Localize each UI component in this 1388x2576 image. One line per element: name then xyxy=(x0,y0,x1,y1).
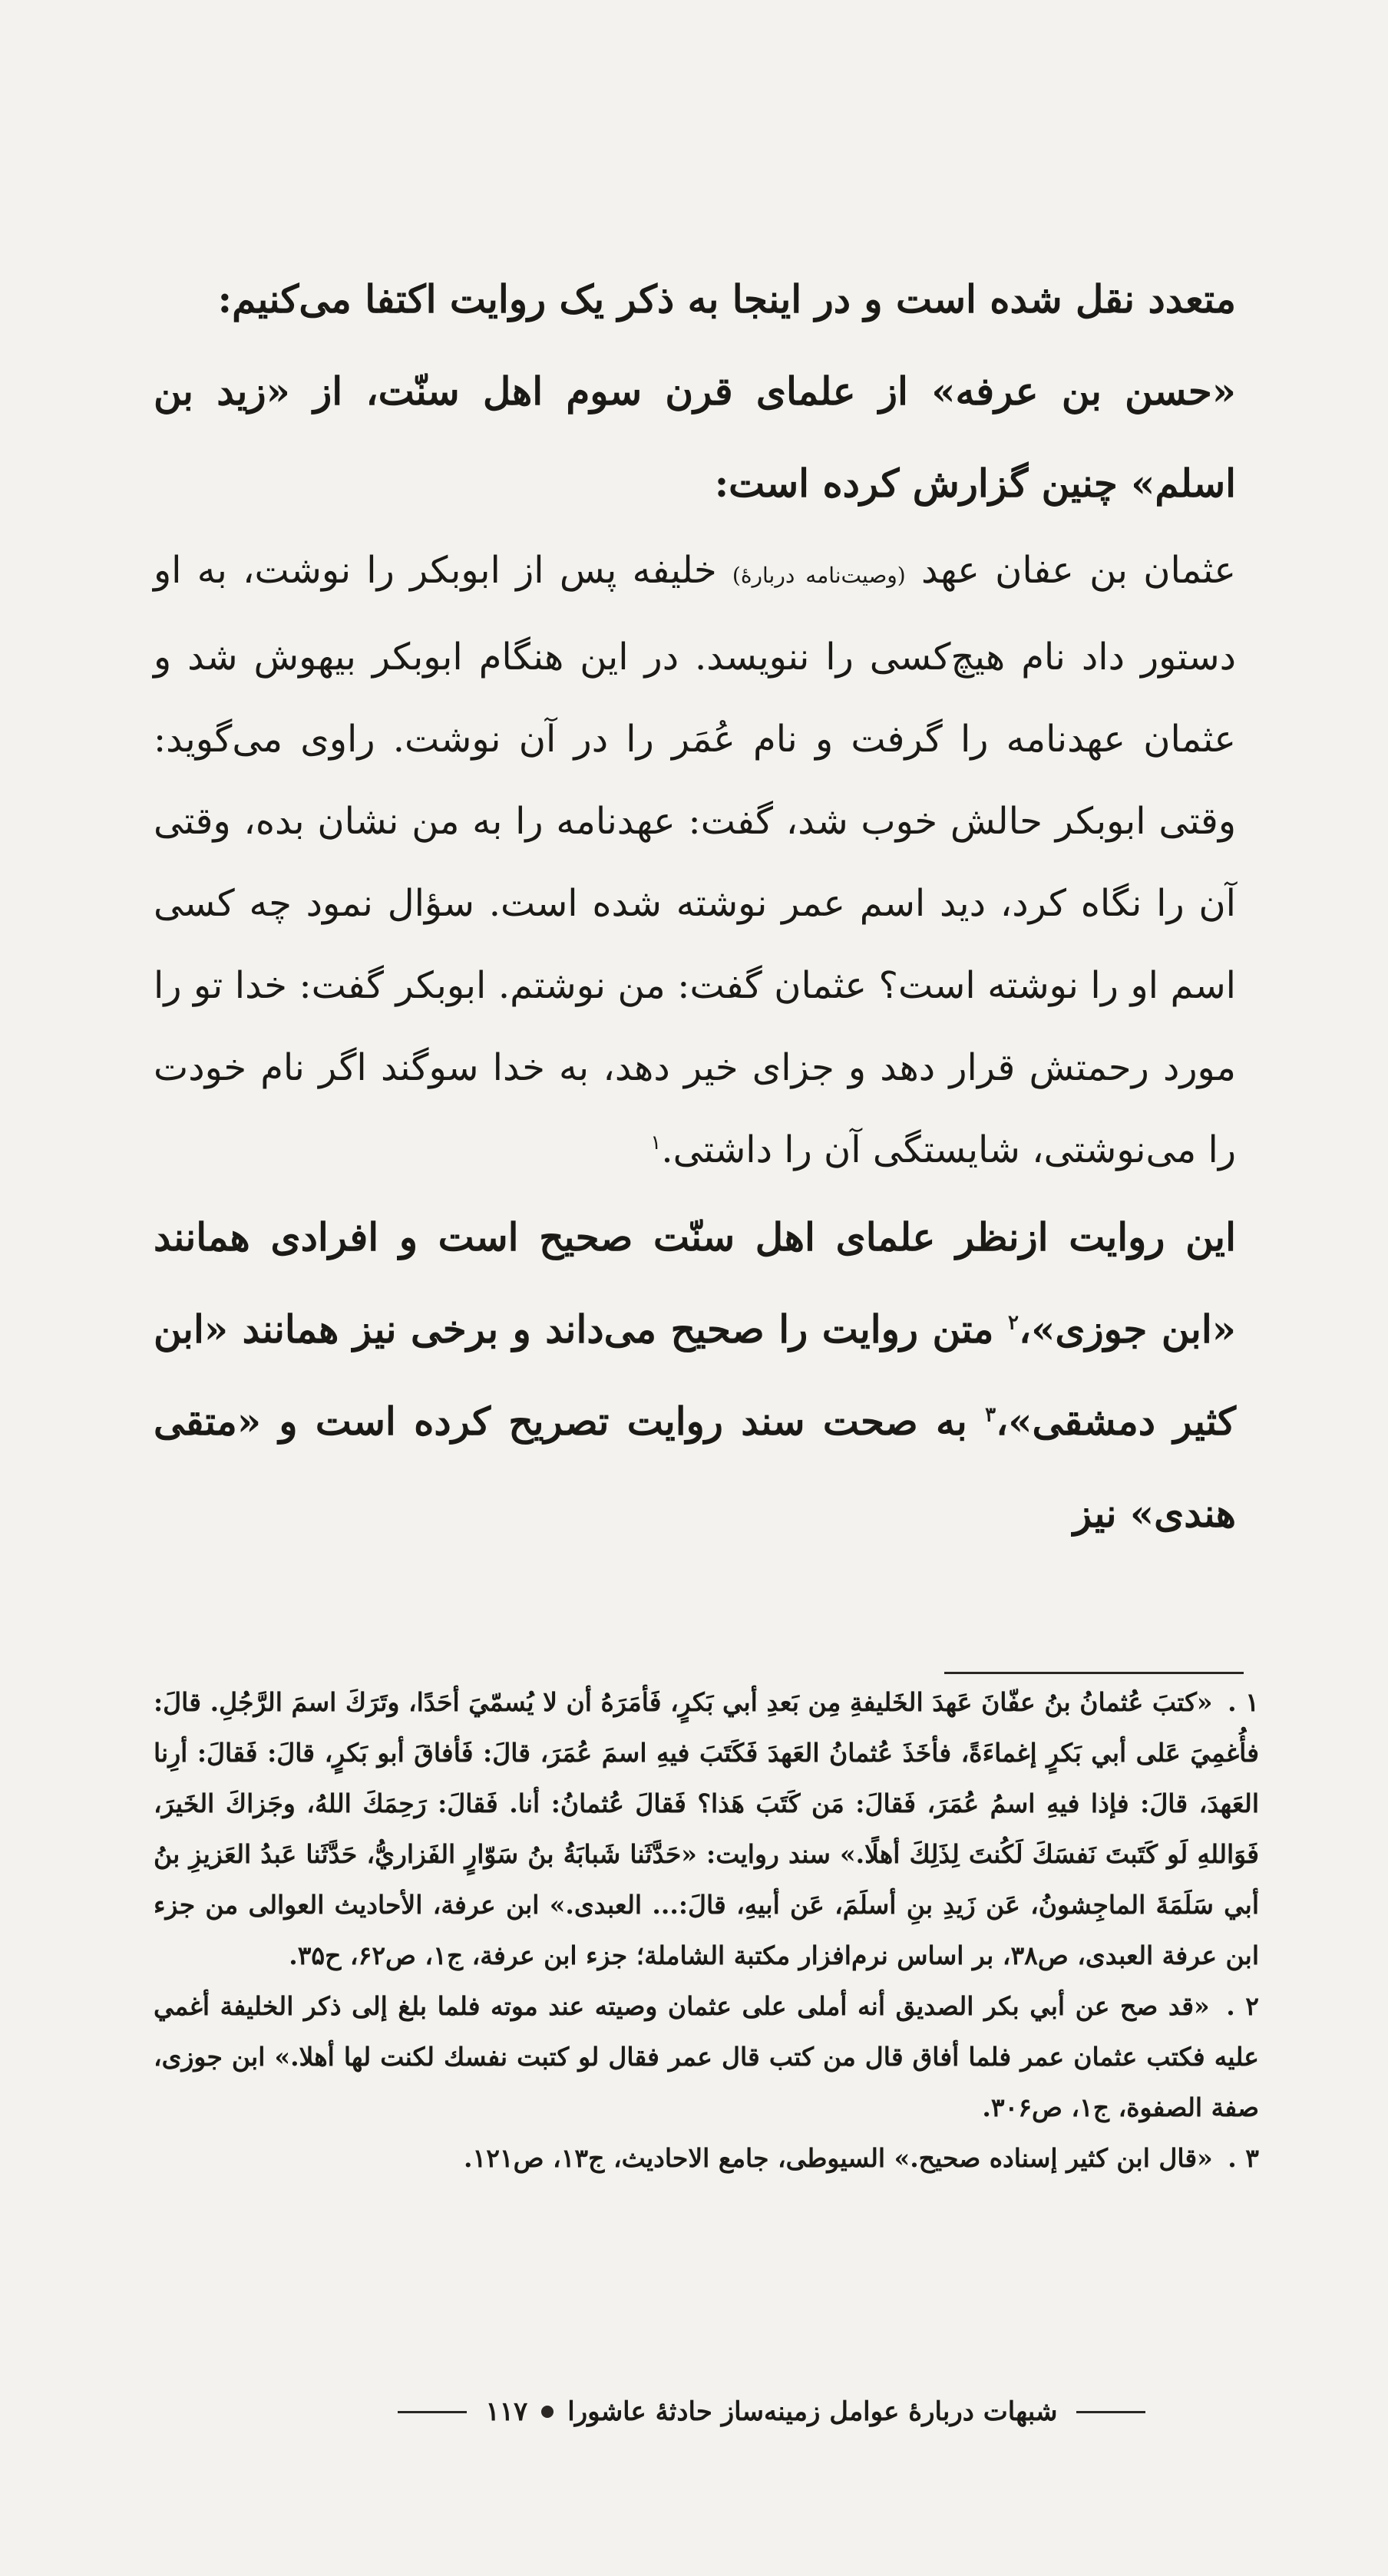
main-text xyxy=(154,253,1236,1560)
footnote-marker-3: ۳ xyxy=(985,1403,996,1427)
page-number: ۱۱۷ xyxy=(485,2396,528,2427)
footnote-text: «كتبَ عُثمانُ بنُ عفّانَ عَهدَ الخَليفةِ مِن بَعدِ أبي بَكرٍ، فَأمَرَهُ أن لا يُسمّيَ أحَدًا، وتَرَكَ اسمَ الرَّجُلِ. قالَ: فأُغمِيَ عَلى أبي بَكرٍ إغماءَةً، فأخَذَ عُثمانُ العَهدَ فَكَتَبَ فيهِ اسمَ عُمَرَ، قالَ: فَأفاقَ أبو بَكرٍ، قالَ: فَقالَ: أرِنا العَهدَ، قالَ: فإذا فيهِ اسمُ عُمَرَ، فَقالَ: مَن كَتَبَ هَذا؟ فَقالَ عُثمانُ: أنا. فَقالَ: رَحِمَكَ اللهُ، وجَزاكَ الخَيرَ، فَوَاللهِ لَو كَتَبتَ نَفسَكَ لَكُنتَ لِذَلِكَ أهلًا.» سند روایت: «حَدَّثَنا شَبابَةُ بنُ سَوّارٍ الفَزاريُّ، حَدَّثَنا عَبدُ العَزيزِ بنُ أبي سَلَمَةَ الماجِشونُ، عَن زَيدِ بنِ أسلَمَ، عَن أبيهِ، قالَ:... العبدی.» ابن عرفة، الأحاديث العوالى من جزء ابن عرفة العبدى، ص۳۸، بر اساس نرم‌افزار مكتبة الشاملة؛ جزء ابن عرفة، ج۱، ص۶۲، ح۳۵. xyxy=(154,1687,1259,1970)
footer-rule-right xyxy=(1076,2411,1145,2413)
footnote-marker-2: ۲ xyxy=(1007,1311,1019,1335)
quoted-narration xyxy=(154,530,1236,1191)
running-footer xyxy=(361,2389,1182,2435)
footer-rule-left xyxy=(398,2411,467,2413)
quote-inline-note: (وصیت‌نامه دربارۀ) xyxy=(732,563,906,588)
running-title: شبهات دربارۀ عوامل زمینه‌ساز حادثۀ عاشورا xyxy=(567,2396,1058,2427)
footnote-text: «قد صح عن أبي بكر الصديق أنه أملى على عثمان وصيته عند موته فلما بلغ إلى ذكر الخليفة أغمي عليه فكتب عثمان عمر فلما أفاق قال من كتب قال عمر فقال لو كتبت نفسك لكنت لها أهلا.» ابن جوزى، صفة الصفوة، ج۱، ص۳۰۶. xyxy=(154,1991,1259,2122)
footnote-number: ۳ . xyxy=(1228,2143,1259,2173)
footnote-text: «قال ابن كثير إسناده صحيح.» السيوطى، جامع الاحاديث، ج۱۳، ص۱۲۱. xyxy=(463,2143,1213,2173)
source-paragraph: «حسن بن عرفه» از علمای قرن سوم اهل سنّت، از «زید بن اسلم» چنین گزارش کرده است: xyxy=(154,368,1236,506)
footnote-2 xyxy=(154,1981,1259,2133)
footnote-3 xyxy=(154,2133,1259,2184)
closing-text-1: این روایت ازنظر علمای اهل سنّت صحیح است و افرادی همانند «ابن جوزی»، xyxy=(154,1214,1236,1352)
closing-text-3: به صحت سند روایت تصریح کرده است و «متقی هندی» نیز xyxy=(154,1399,1236,1536)
closing-text-2: متن روایت را صحیح می‌داند و برخی نیز همانند «ابن کثیر دمشقی»، xyxy=(154,1306,1236,1444)
footnote-number: ۲ . xyxy=(1226,1991,1259,2021)
footnote-1 xyxy=(154,1677,1259,1981)
footnotes xyxy=(154,1677,1259,2184)
closing-paragraph xyxy=(154,1191,1236,1560)
intro-paragraph: متعدد نقل شده است و در اینجا به ذکر یک روایت اکتفا می‌کنیم: xyxy=(217,276,1236,322)
footnote-number: ۱ . xyxy=(1228,1687,1259,1717)
footnote-marker-1: ۱ xyxy=(650,1131,662,1154)
footer-dot-icon xyxy=(541,2406,554,2418)
quote-text-start: عثمان بن عفان عهد xyxy=(920,549,1237,592)
footnote-separator xyxy=(944,1672,1244,1674)
quote-text-rest: خلیفه پس از ابوبکر را نوشت، به او دستور داد نام هیچ‌کسی را ننویسد. در این هنگام ابوبکر بیهوش شد و عثمان عهدنامه را گرفت و نام عُمَر را در آن نوشت. راوی می‌گوید: وقتی ابوبکر حالش خوب شد، گفت: عهدنامه را به من نشان بده، وقتی آن را نگاه کرد، دید اسم عمر نوشته شده است. سؤال نمود چه کسی اسم او را نوشته است؟ عثمان گفت: من نوشتم. ابوبکر گفت: خدا تو را مورد رحمتش قرار دهد و جزای خیر دهد، به خدا سوگند اگر نام خودت را می‌نوشتی، شایستگی آن را داشتی. xyxy=(154,549,1237,1171)
